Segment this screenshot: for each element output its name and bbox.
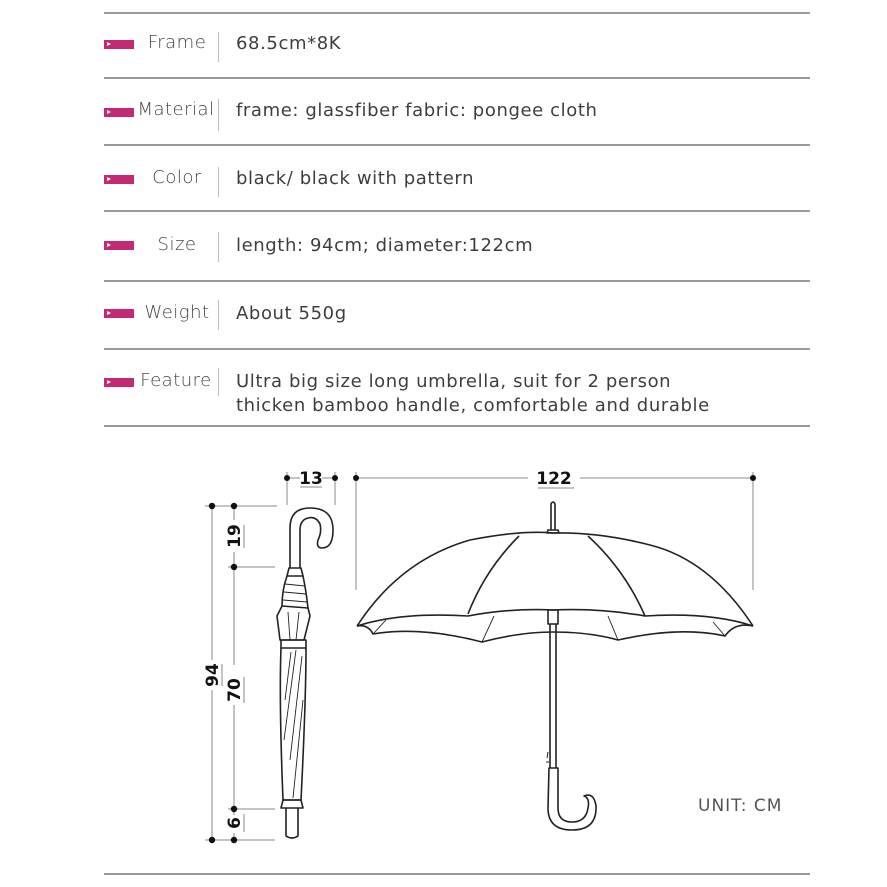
spec-row-size xyxy=(104,232,810,266)
spec-label: Feature xyxy=(140,370,212,391)
dim-handle-width: 13 xyxy=(299,469,323,489)
separator xyxy=(218,232,219,262)
dim-body-length: 70 xyxy=(225,678,245,702)
feature-line: thicken bamboo handle, comfortable and durable xyxy=(236,395,710,416)
spec-value: length: 94cm; diameter:122cm xyxy=(236,235,534,256)
spec-label: Color xyxy=(152,167,202,188)
spec-label: Size xyxy=(157,234,197,255)
bullet-marker-icon xyxy=(104,175,134,184)
dim-handle-height: 19 xyxy=(225,524,245,548)
spec-label: Frame xyxy=(147,32,207,53)
bullet-marker-icon xyxy=(104,309,134,318)
dim-tip-length: 6 xyxy=(225,817,245,829)
spec-row-material xyxy=(104,97,810,131)
separator xyxy=(218,99,219,131)
divider xyxy=(104,12,810,14)
spec-value xyxy=(236,370,710,418)
dim-total-length: 94 xyxy=(203,663,223,687)
spec-row-weight xyxy=(104,300,810,334)
divider xyxy=(104,425,810,427)
feature-line: Ultra big size long umbrella, suit for 2 person xyxy=(236,371,672,392)
closed-umbrella-icon xyxy=(277,508,333,838)
open-umbrella-icon xyxy=(357,502,753,830)
spec-value: frame: glassfiber fabric: pongee cloth xyxy=(236,100,598,121)
divider xyxy=(104,144,810,146)
dim-diameter: 122 xyxy=(536,469,572,489)
spec-label: Material xyxy=(137,99,215,120)
unit-label: UNIT: CM xyxy=(698,796,783,816)
bullet-marker-icon xyxy=(104,241,134,250)
separator xyxy=(218,368,219,396)
bullet-marker-icon xyxy=(104,378,134,387)
separator xyxy=(218,167,219,197)
spec-label: Weight xyxy=(144,302,210,323)
divider xyxy=(104,210,810,212)
divider xyxy=(104,77,810,79)
divider xyxy=(104,280,810,282)
spec-row-frame xyxy=(104,30,810,64)
spec-value: 68.5cm*8K xyxy=(236,33,342,54)
bullet-marker-icon xyxy=(104,40,134,49)
spec-value: black/ black with pattern xyxy=(236,168,475,189)
separator xyxy=(218,32,219,62)
spec-value: About 550g xyxy=(236,303,347,324)
spec-row-color xyxy=(104,165,810,199)
divider xyxy=(104,348,810,350)
spec-row-feature xyxy=(104,368,810,418)
bullet-marker-icon xyxy=(104,108,134,117)
umbrella-dimension-diagram xyxy=(0,440,887,887)
separator xyxy=(218,300,219,330)
